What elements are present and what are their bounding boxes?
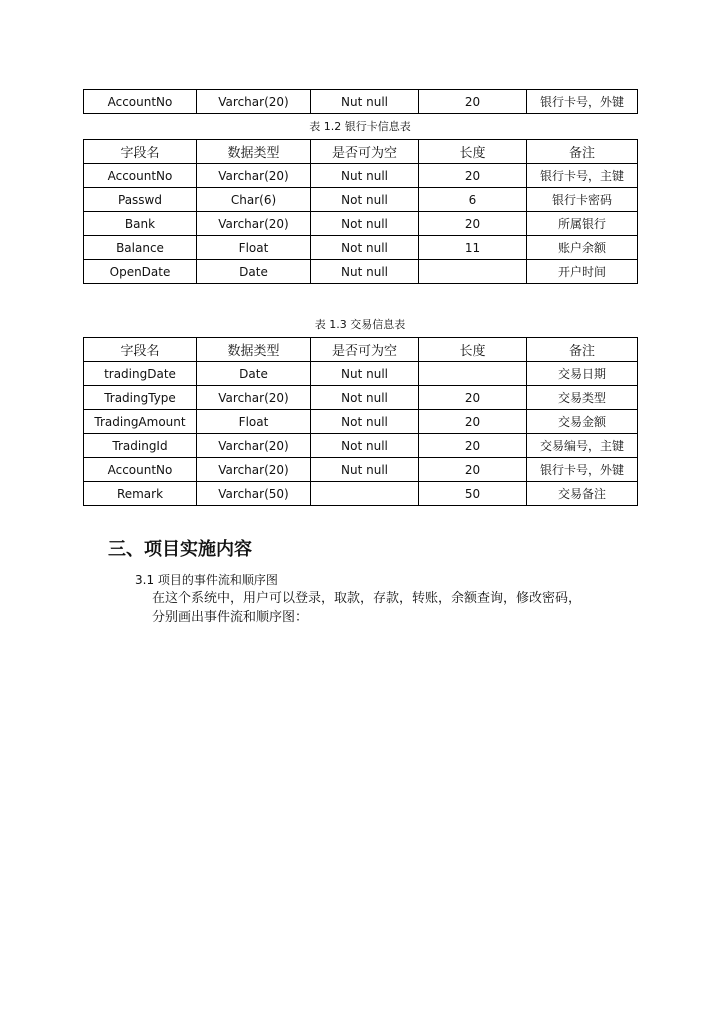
table-row: [84, 188, 638, 212]
table-header-row: [84, 140, 638, 164]
table-cell: 20: [419, 212, 527, 236]
table-cell: Passwd: [84, 188, 197, 212]
table-cell: Nut null: [311, 90, 419, 114]
table-cell: Varchar(20): [197, 90, 311, 114]
table-cell: Not null: [311, 386, 419, 410]
table-row: [84, 90, 638, 114]
table-cell: Varchar(20): [197, 434, 311, 458]
table-cell: Varchar(20): [197, 458, 311, 482]
table-row: [84, 458, 638, 482]
column-header: 数据类型: [197, 140, 311, 164]
table-cell: Float: [197, 410, 311, 434]
table-cell: Nut null: [311, 458, 419, 482]
column-header: 长度: [419, 338, 527, 362]
table-row: [84, 164, 638, 188]
table-cell: Varchar(50): [197, 482, 311, 506]
table-cell: 开户时间: [527, 260, 638, 284]
table-cell: 交易日期: [527, 362, 638, 386]
table-cell: Nut null: [311, 362, 419, 386]
table-cell: Not null: [311, 236, 419, 260]
table-cell: 银行卡密码: [527, 188, 638, 212]
column-header: 备注: [527, 140, 638, 164]
table-cell: [311, 482, 419, 506]
table-cell: 银行卡号，外键: [527, 90, 638, 114]
table-caption-1-3: 表 1.3 交易信息表: [314, 318, 406, 331]
table-header-row: [84, 338, 638, 362]
table-cell: Bank: [84, 212, 197, 236]
table-cell: TradingId: [84, 434, 197, 458]
table-cell: 11: [419, 236, 527, 260]
table-cell: TradingAmount: [84, 410, 197, 434]
table-cell: Date: [197, 260, 311, 284]
column-header: 是否可为空: [311, 140, 419, 164]
column-header: 字段名: [84, 338, 197, 362]
table-cell: 20: [419, 386, 527, 410]
table-cell: 20: [419, 164, 527, 188]
column-header: 是否可为空: [311, 338, 419, 362]
table-cell: [419, 362, 527, 386]
table-cell: Date: [197, 362, 311, 386]
table-cell: AccountNo: [84, 458, 197, 482]
table-cell: Balance: [84, 236, 197, 260]
table-continued: [83, 89, 638, 114]
table-row: [84, 434, 638, 458]
table-cell: 交易金额: [527, 410, 638, 434]
table-row: [84, 362, 638, 386]
table-cell: Varchar(20): [197, 212, 311, 236]
table-cell: 50: [419, 482, 527, 506]
table-trading-info: [83, 337, 638, 506]
table-cell: tradingDate: [84, 362, 197, 386]
table-cell: Char(6): [197, 188, 311, 212]
table-cell: 银行卡号，外键: [527, 458, 638, 482]
table-row: [84, 482, 638, 506]
table-cell: Not null: [311, 410, 419, 434]
table-row: [84, 386, 638, 410]
table-cell: 6: [419, 188, 527, 212]
table-cell: 交易类型: [527, 386, 638, 410]
table-cell: OpenDate: [84, 260, 197, 284]
table-bank-card-info: [83, 139, 638, 284]
table-cell: AccountNo: [84, 164, 197, 188]
table-cell: Remark: [84, 482, 197, 506]
table-caption-1-2: 表 1.2 银行卡信息表: [309, 120, 411, 133]
column-header: 备注: [527, 338, 638, 362]
table-cell: Not null: [311, 212, 419, 236]
table-cell: 银行卡号，主键: [527, 164, 638, 188]
table-cell: 20: [419, 458, 527, 482]
table-cell: 20: [419, 90, 527, 114]
table-cell: 交易编号，主键: [527, 434, 638, 458]
column-header: 字段名: [84, 140, 197, 164]
paragraph-line-2: 分别画出事件流和顺序图：: [152, 610, 309, 625]
table-cell: 账户余额: [527, 236, 638, 260]
table-row: [84, 236, 638, 260]
table-cell: 所属银行: [527, 212, 638, 236]
table-cell: Nut null: [311, 260, 419, 284]
table-cell: 20: [419, 434, 527, 458]
table-row: [84, 260, 638, 284]
table-cell: Nut null: [311, 164, 419, 188]
column-header: 长度: [419, 140, 527, 164]
section-title: 三、项目实施内容: [108, 539, 252, 560]
table-cell: Varchar(20): [197, 164, 311, 188]
column-header: 数据类型: [197, 338, 311, 362]
paragraph-line-1: 在这个系统中，用户可以登录，取款，存款，转账，余额查询，修改密码，: [152, 591, 582, 606]
table-row: [84, 212, 638, 236]
table-cell: 交易备注: [527, 482, 638, 506]
table-cell: AccountNo: [84, 90, 197, 114]
table-cell: Float: [197, 236, 311, 260]
subsection-title: 3.1 项目的事件流和顺序图: [135, 573, 278, 587]
table-cell: Varchar(20): [197, 386, 311, 410]
table-row: [84, 410, 638, 434]
table-cell: Not null: [311, 434, 419, 458]
table-cell: TradingType: [84, 386, 197, 410]
table-cell: [419, 260, 527, 284]
table-cell: Not null: [311, 188, 419, 212]
table-cell: 20: [419, 410, 527, 434]
